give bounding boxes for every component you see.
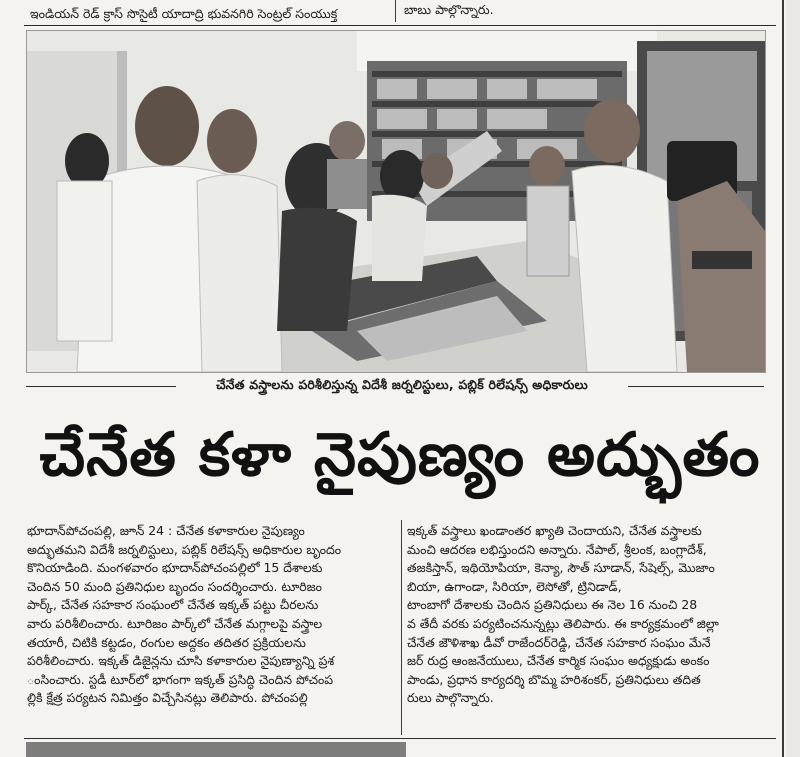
article-line: వారు పరిశీలించారు. టూరిజం పార్క్‌లో చేనేత మగ్గాలపై వస్త్రాల <box>27 615 323 631</box>
article-column-1 <box>27 522 397 708</box>
caption-rule-right <box>628 386 764 387</box>
article-line: పార్క్, చేనేత సహకార సంఘంలో చేనేత ఇక్కత్ పట్టు చీరలను <box>27 597 319 613</box>
top-right-text: బాబు పాల్గొన్నారు. <box>404 2 494 17</box>
column-rule <box>401 520 402 735</box>
article-line: పాండు, ప్రధాన కార్యదర్శి బొమ్మ హరిశంకర్, ప్రతినిధులు తదిత <box>407 671 701 687</box>
caption-rule-left <box>26 386 176 387</box>
top-rule <box>24 25 776 26</box>
right-page-rule <box>782 0 784 757</box>
article-line: మంచి ఆదరణ లభిస్తుందని అన్నారు. నేపాల్, శ్రీలంక, బంగ్లాదేశ్, <box>407 541 707 557</box>
article-line: వ తేదీ వరకు పర్యటించనున్నట్లు తెలిపారు. ఈ కార్యక్రమంలో జిల్లా <box>407 615 719 631</box>
headline: చేనేత కళా నైపుణ్యం అద్భుతం <box>39 420 761 490</box>
article-line: అద్భుతమని విదేశీ జర్నలిస్టులు, పబ్లిక్ రిలేషన్స్ అధికారుల బృందం <box>27 541 342 557</box>
article-line: తజకిస్తాన్, ఇథియోపియా, కెన్యా, సౌత్ సూడాన్, సేషెల్స్, మొజాం <box>407 560 715 576</box>
bottom-rule <box>24 738 776 739</box>
top-column-rule <box>395 0 396 22</box>
article-line: చేనేత జౌళిశాఖ డీవో రాజేందర్‌రెడ్డి, చేనేత సహకార సంఘం మేనే <box>407 634 711 650</box>
news-photo <box>26 30 766 373</box>
article-line: జర్ రుద్ర ఆంజనేయులు, చేనేత కార్మిక సంఘం అధ్యక్షుడు అంకం <box>407 653 710 669</box>
article-line: ల్లికి క్షేత్ర పర్యటన నిమిత్తం విచ్చేసినట్లు తెలిపారు. పోచంపల్లి <box>27 690 308 706</box>
top-left-text: ఇండియన్ రెడ్ క్రాస్ సొసైటీ యాదాద్రి భువనగిరి సెంట్రల్ సంయుక్త <box>30 6 338 21</box>
article-line: రులు పాల్గొన్నారు. <box>407 690 494 706</box>
next-article-photo <box>26 742 406 757</box>
article-line: తయారీ, చిటికి కట్టడం, రంగుల అద్దకం తదితర ప్రక్రియలను <box>27 634 306 650</box>
photo-caption: చేనేత వస్త్రాలను పరిశీలిస్తున్న విదేశీ జర్నలిస్టులు, పబ్లిక్ రిలేషన్స్ అధికారులు <box>216 377 588 392</box>
article-line: టాంబాగో దేశాలకు చెందిన ప్రతినిధులు ఈ నెల 16 నుంచి 28 <box>407 597 698 613</box>
article-line: ంసించారు. స్టడీ టూర్‌లో భాగంగా ఇక్కత్ ప్రసిద్ధి చెందిన పోచంప <box>27 671 334 687</box>
article-line: భూదాన్‌పోచంపల్లి, జూన్ 24 : చేనేత కళాకారుల నైపుణ్యం <box>27 523 305 538</box>
article-line: బియా, ఉగాండా, సిరియా, లెసోతో, ట్రినిడాడ్, <box>407 578 622 594</box>
article-line: ఇక్కత్ వస్త్రాలు ఖండాంతర ఖ్యాతి చెందాయని, చేనేత వస్త్రాలకు <box>407 523 702 538</box>
article-line: పరిశీలించారు. ఇక్కత్ డిజైన్లను చూసి కళాకారుల నైపుణ్యాన్ని ప్రశ <box>27 653 335 669</box>
article-column-2 <box>407 522 759 708</box>
article-line: కొనియాడింది. మంగళవారం భూదాన్‌పోచంపల్లిలో 15 దేశాలకు <box>27 560 323 576</box>
adjacent-article-strip <box>786 0 800 757</box>
article-line: చెందిన 50 మంది ప్రతినిధుల బృందం సందర్శించారు. టూరిజం <box>27 578 322 594</box>
